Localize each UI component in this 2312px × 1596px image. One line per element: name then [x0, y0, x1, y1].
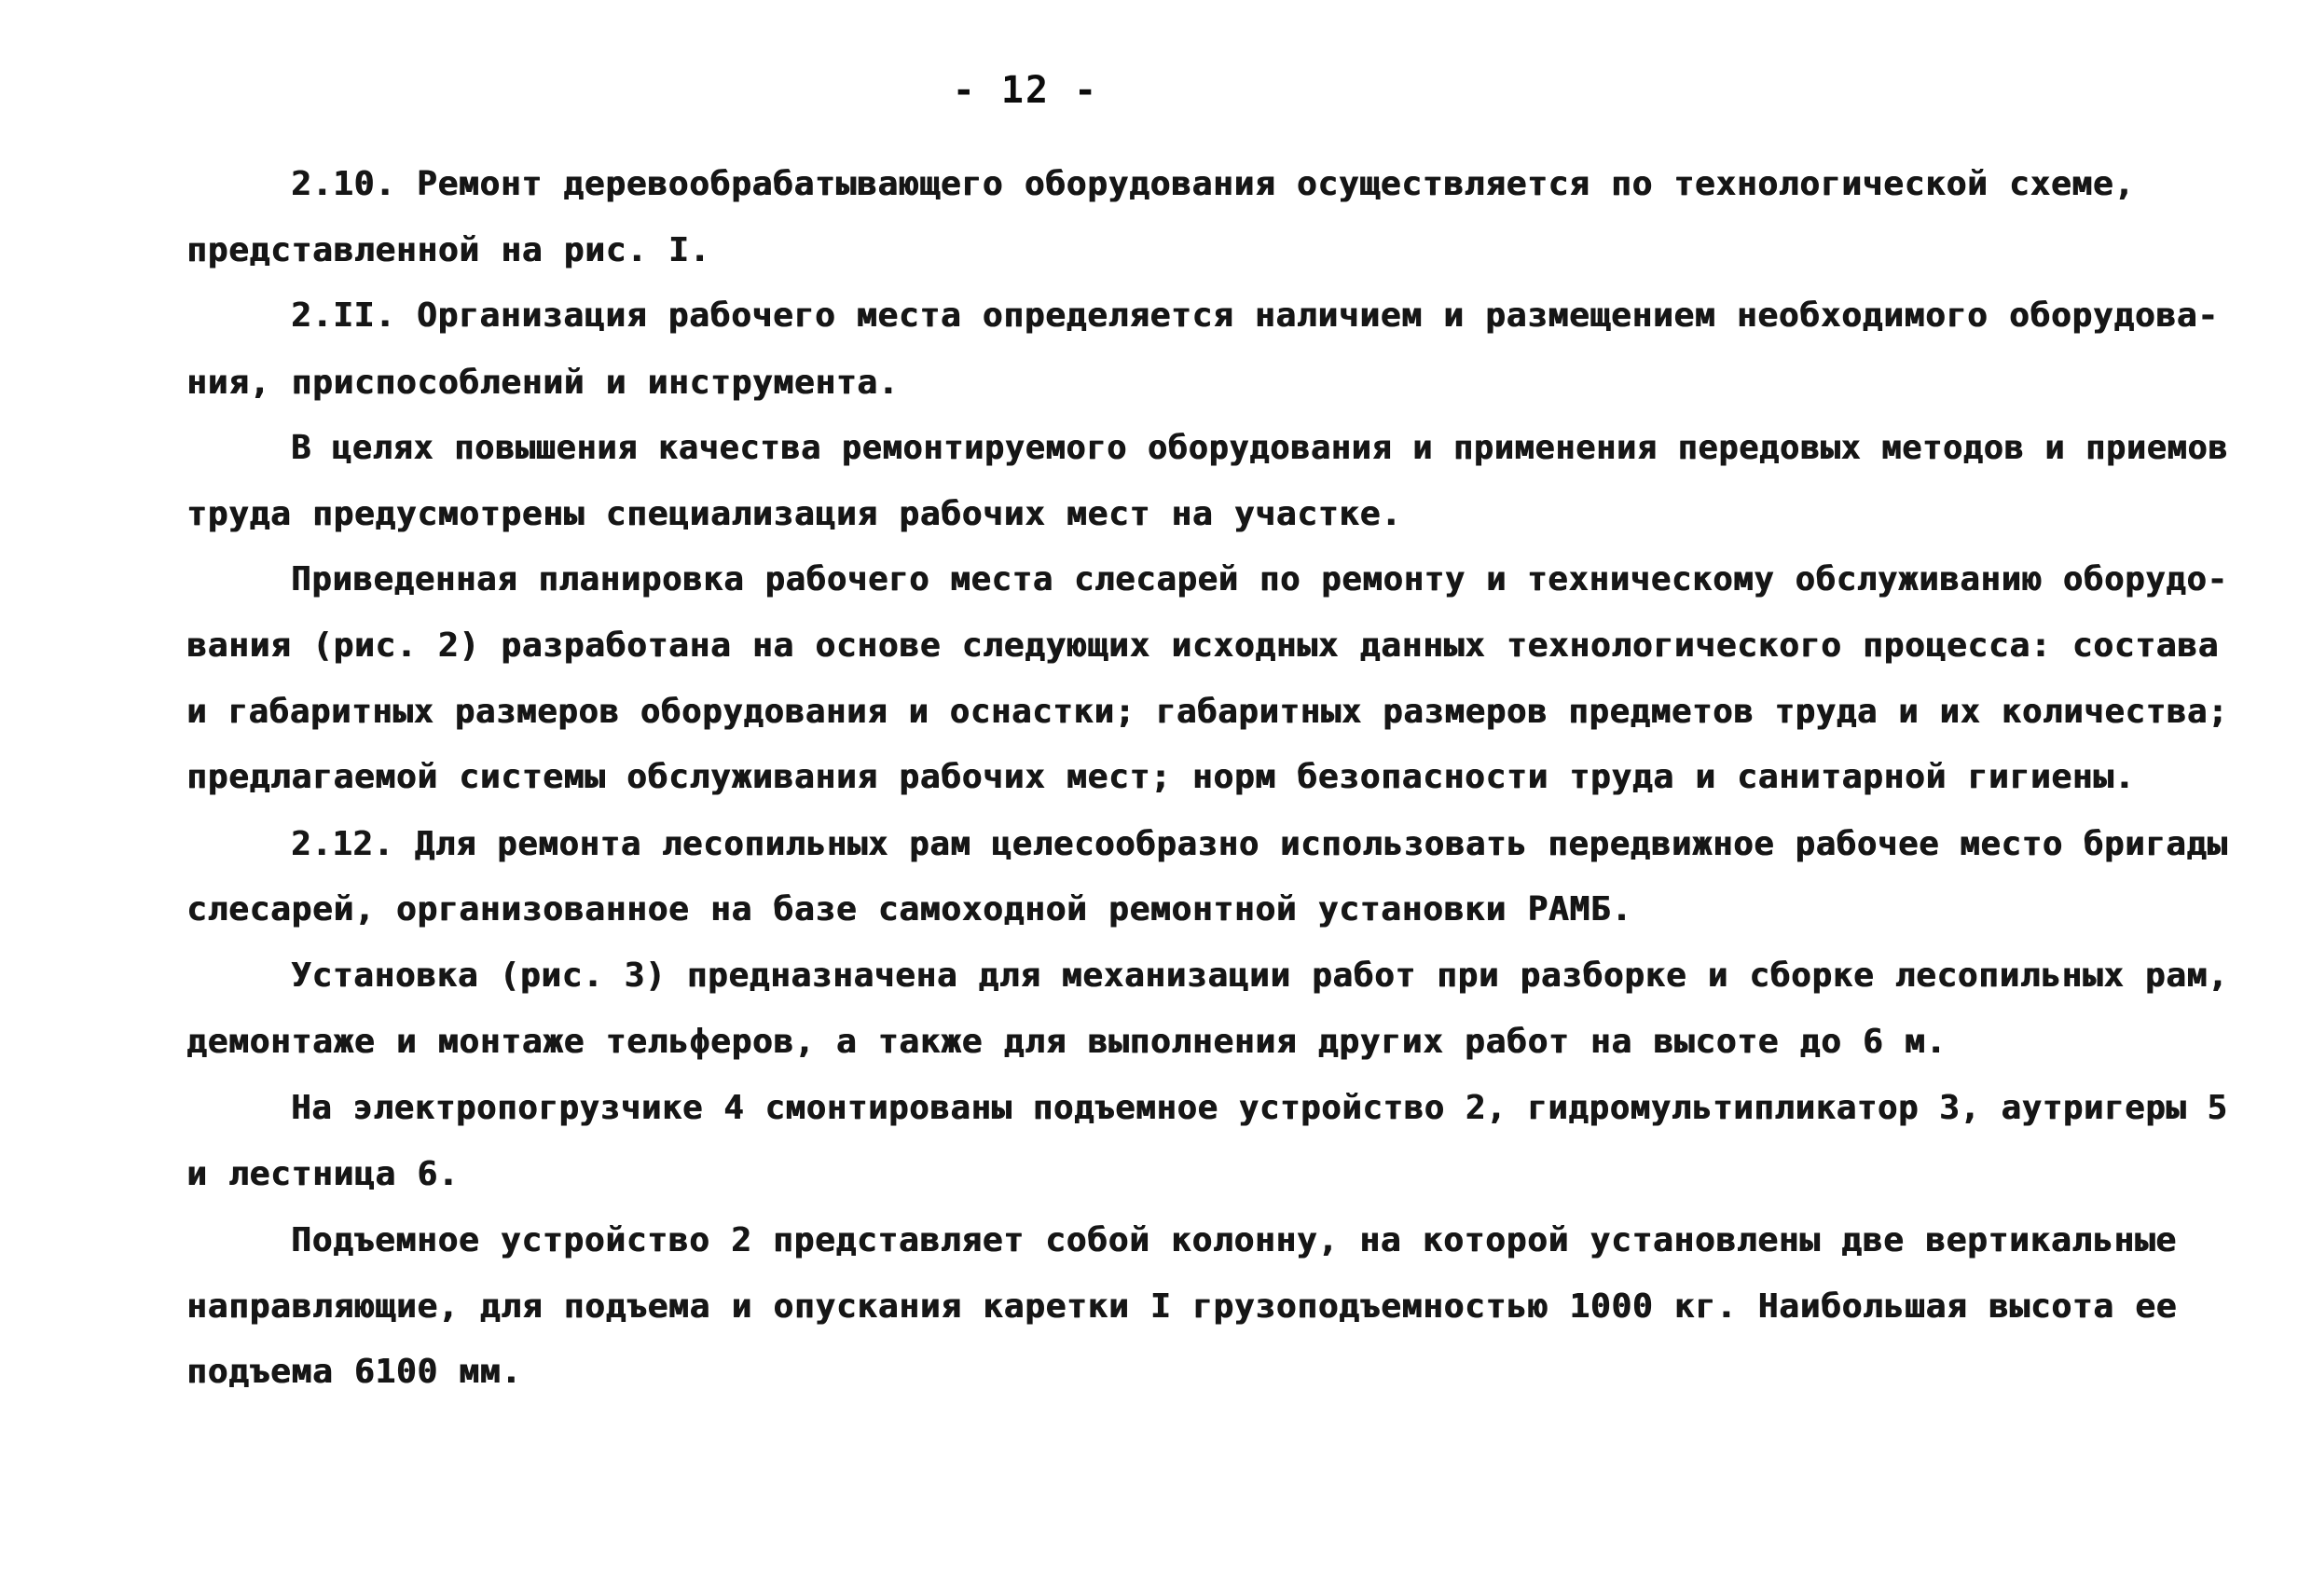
text-line: 2.II. Организация рабочего места определяется наличием и размещением необходимого оборудова- — [291, 296, 2219, 335]
text-line: вания (рис. 2) разработана на основе следующих исходных данных технологического процесса: состава — [186, 626, 2219, 665]
text-line: предлагаемой системы обслуживания рабочих мест; норм безопасности труда и санитарной гигиены. — [186, 758, 2136, 796]
text-line: 2.12. Для ремонта лесопильных рам целесообразно использовать передвижное рабочее место бригады — [291, 825, 2228, 863]
text-line: направляющие, для подъема и опускания каретки I грузоподъемностью 1000 кг. Наибольшая высота ее — [186, 1287, 2178, 1326]
page-number: - 12 - — [952, 69, 1099, 112]
text-line: ния, приспособлений и инструмента. — [186, 364, 900, 402]
text-line: Приведенная планировка рабочего места слесарей по ремонту и техническому обслуживанию оборудо- — [291, 560, 2228, 598]
text-line: труда предусмотрены специализация рабочих мест на участке. — [186, 495, 1402, 533]
text-line: Подъемное устройство 2 представляет собой колонну, на которой установлены две вертикальные — [291, 1221, 2177, 1259]
text-line: В целях повышения качества ремонтируемого оборудования и применения передовых методов и приемов — [291, 429, 2229, 467]
text-line: слесарей, организованное на базе самоходной ремонтной установки РАМБ. — [186, 890, 1632, 929]
text-line: представленной на рис. I. — [186, 231, 710, 269]
text-line: и габаритных размеров оборудования и оснастки; габаритных размеров предметов труда и их количества; — [186, 693, 2228, 731]
text-line: и лестница 6. — [186, 1155, 460, 1193]
text-line: 2.10. Ремонт деревообрабатывающего оборудования осуществляется по технологической схеме, — [291, 165, 2135, 203]
text-line: демонтаже и монтаже тельферов, а также для выполнения других работ на высоте до 6 м. — [186, 1023, 1947, 1061]
text-line: На электропогрузчике 4 смонтированы подъемное устройство 2, гидромультипликатор 3, аутригеры 5 — [291, 1089, 2228, 1127]
text-line: Установка (рис. 3) предназначена для механизации работ при разборке и сборке лесопильных рам, — [291, 956, 2229, 995]
text-line: подъема 6100 мм. — [186, 1353, 522, 1391]
